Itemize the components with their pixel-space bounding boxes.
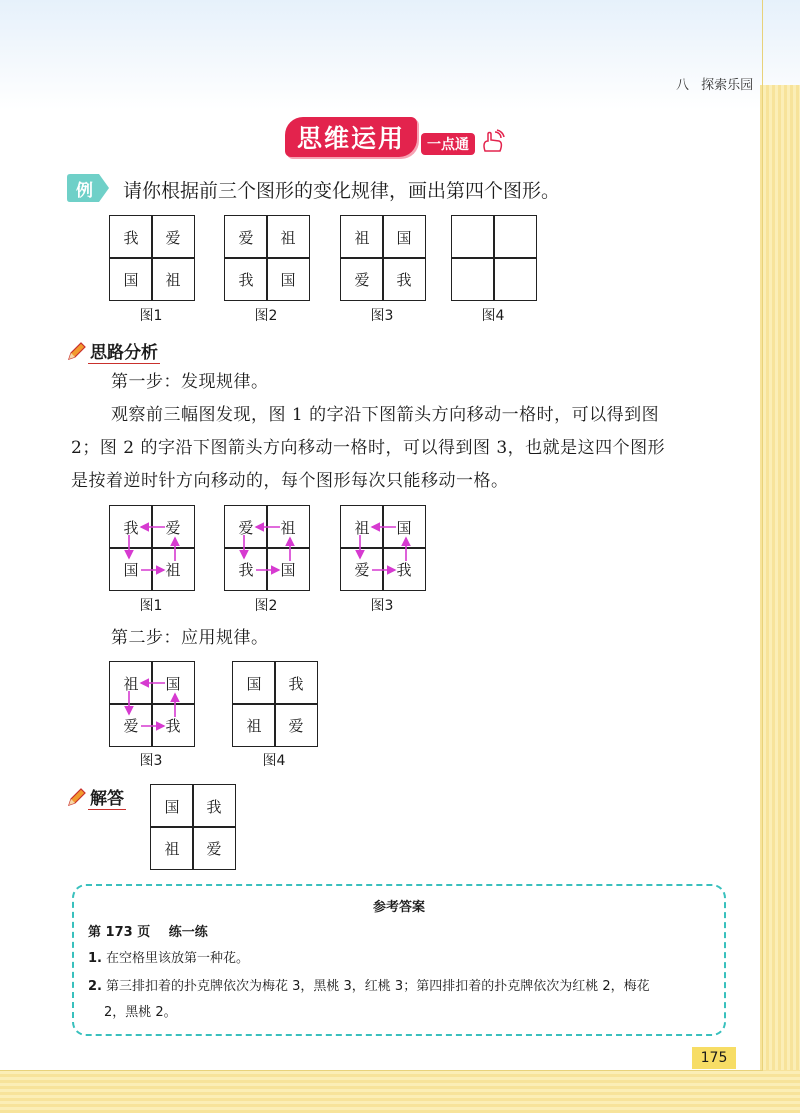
item-text: 第三排扣着的扑克牌依次为梅花 3，黑桃 3，红桃 3；第四排扣着的扑克牌依次为红桃 2，梅花 <box>105 979 650 994</box>
grid-cell: 祖 <box>123 674 139 693</box>
figure-caption: 图4 <box>262 753 286 769</box>
rotation-arrows <box>110 662 194 746</box>
arrow-figure-2 <box>224 505 310 591</box>
grid-cell: 祖 <box>354 518 370 537</box>
grid-cell: 祖 <box>354 228 370 247</box>
figure-grid-4-blank <box>451 215 537 301</box>
reference-item-2 <box>88 974 713 1000</box>
grid-cell: 爱 <box>238 228 254 247</box>
grid-cell: 国 <box>165 674 181 693</box>
grid-cell: 祖 <box>164 839 180 858</box>
grid-cell: 我 <box>288 674 304 693</box>
banner-subtitle: 一点通 <box>421 133 475 155</box>
chapter-header <box>676 74 753 93</box>
grid-cell: 国 <box>123 270 139 289</box>
grid-cell: 我 <box>165 716 181 735</box>
rotation-arrows <box>225 506 309 590</box>
item-number: 1. <box>88 951 102 966</box>
chapter-title: 探索乐园 <box>701 78 754 93</box>
analysis-line-2: 2；图 2 的字沿下图箭头方向移动一格时，可以得到图 3，也就是这四个图形 <box>71 438 666 458</box>
grid-cell: 祖 <box>280 228 296 247</box>
figure-caption: 图3 <box>370 598 394 614</box>
arrow-figure-3 <box>340 505 426 591</box>
reference-page-line <box>88 920 713 946</box>
figure-step2-4 <box>232 661 318 747</box>
figure-caption: 图3 <box>370 308 394 324</box>
grid-cell: 国 <box>164 797 180 816</box>
reference-item-2-cont: 2，黑桃 2。 <box>104 1005 177 1020</box>
figure-grid-3 <box>340 215 426 301</box>
rotation-arrows <box>110 506 194 590</box>
pencil-icon <box>66 786 88 808</box>
grid-cell: 我 <box>238 270 254 289</box>
analysis-heading <box>66 338 160 364</box>
analysis-line-1: 观察前三幅图发现，图 1 的字沿下图箭头方向移动一格时，可以得到图 <box>111 405 660 425</box>
grid-cell: 爱 <box>288 716 304 735</box>
item-number: 2. <box>88 979 102 994</box>
grid-cell: 爱 <box>238 518 254 537</box>
grid-cell: 祖 <box>165 560 181 579</box>
grid-cell <box>452 258 494 300</box>
grid-cell: 我 <box>123 518 139 537</box>
figure-caption: 图2 <box>254 598 278 614</box>
rotation-arrows <box>341 506 425 590</box>
grid-cell: 爱 <box>165 228 181 247</box>
grid-cell: 我 <box>123 228 139 247</box>
reference-item-1 <box>88 946 713 972</box>
figure-caption: 图3 <box>139 753 163 769</box>
section-banner <box>285 118 505 156</box>
step2-text: 第二步：应用规律。 <box>111 628 269 648</box>
grid-cell: 爱 <box>165 518 181 537</box>
grid-cell <box>494 258 536 300</box>
reference-answer-box <box>72 884 726 1036</box>
banner-title: 思维运用 <box>285 117 417 157</box>
reference-section: 练一练 <box>168 925 208 940</box>
grid-cell: 我 <box>396 270 412 289</box>
grid-cell <box>494 216 536 258</box>
reference-title: 参考答案 <box>372 900 425 915</box>
solution-heading-label: 解答 <box>88 784 126 810</box>
grid-cell: 国 <box>246 674 262 693</box>
arrow-figure-1 <box>109 505 195 591</box>
analysis-heading-label: 思路分析 <box>88 338 160 364</box>
chapter-number: 八 <box>676 78 690 93</box>
grid-cell: 爱 <box>354 560 370 579</box>
example-badge-label: 例 <box>76 181 93 201</box>
figure-grid-1 <box>109 215 195 301</box>
pencil-icon <box>66 340 88 362</box>
figure-caption: 图1 <box>139 308 163 324</box>
grid-cell: 祖 <box>246 716 262 735</box>
reference-page-label: 第 173 页 <box>88 925 151 940</box>
grid-cell: 国 <box>396 518 412 537</box>
grid-cell: 爱 <box>206 839 222 858</box>
grid-cell: 国 <box>280 270 296 289</box>
step1-text: 第一步：发现规律。 <box>111 372 269 392</box>
grid-cell: 我 <box>206 797 222 816</box>
grid-cell <box>452 216 494 258</box>
pointing-hand-icon <box>479 129 505 155</box>
grid-cell: 我 <box>238 560 254 579</box>
grid-cell: 我 <box>396 560 412 579</box>
page-edge-right <box>760 85 800 1113</box>
grid-cell: 爱 <box>354 270 370 289</box>
analysis-line-3: 是按着逆时针方向移动的，每个图形每次只能移动一格。 <box>71 471 509 491</box>
grid-cell: 爱 <box>123 716 139 735</box>
figure-grid-2 <box>224 215 310 301</box>
example-question: 请你根据前三个图形的变化规律，画出第四个图形。 <box>123 180 561 202</box>
grid-cell: 祖 <box>280 518 296 537</box>
figure-caption: 图2 <box>254 308 278 324</box>
item-text: 在空格里该放第一种花。 <box>105 951 249 966</box>
grid-cell: 国 <box>123 560 139 579</box>
solution-grid <box>150 784 236 870</box>
grid-cell: 国 <box>280 560 296 579</box>
arrow-figure-step2-3 <box>109 661 195 747</box>
figure-caption: 图4 <box>481 308 505 324</box>
page-number: 175 <box>692 1047 736 1069</box>
grid-cell: 祖 <box>165 270 181 289</box>
figure-caption: 图1 <box>139 598 163 614</box>
grid-cell: 国 <box>396 228 412 247</box>
solution-heading <box>66 784 126 810</box>
page-edge-bottom <box>0 1070 800 1113</box>
